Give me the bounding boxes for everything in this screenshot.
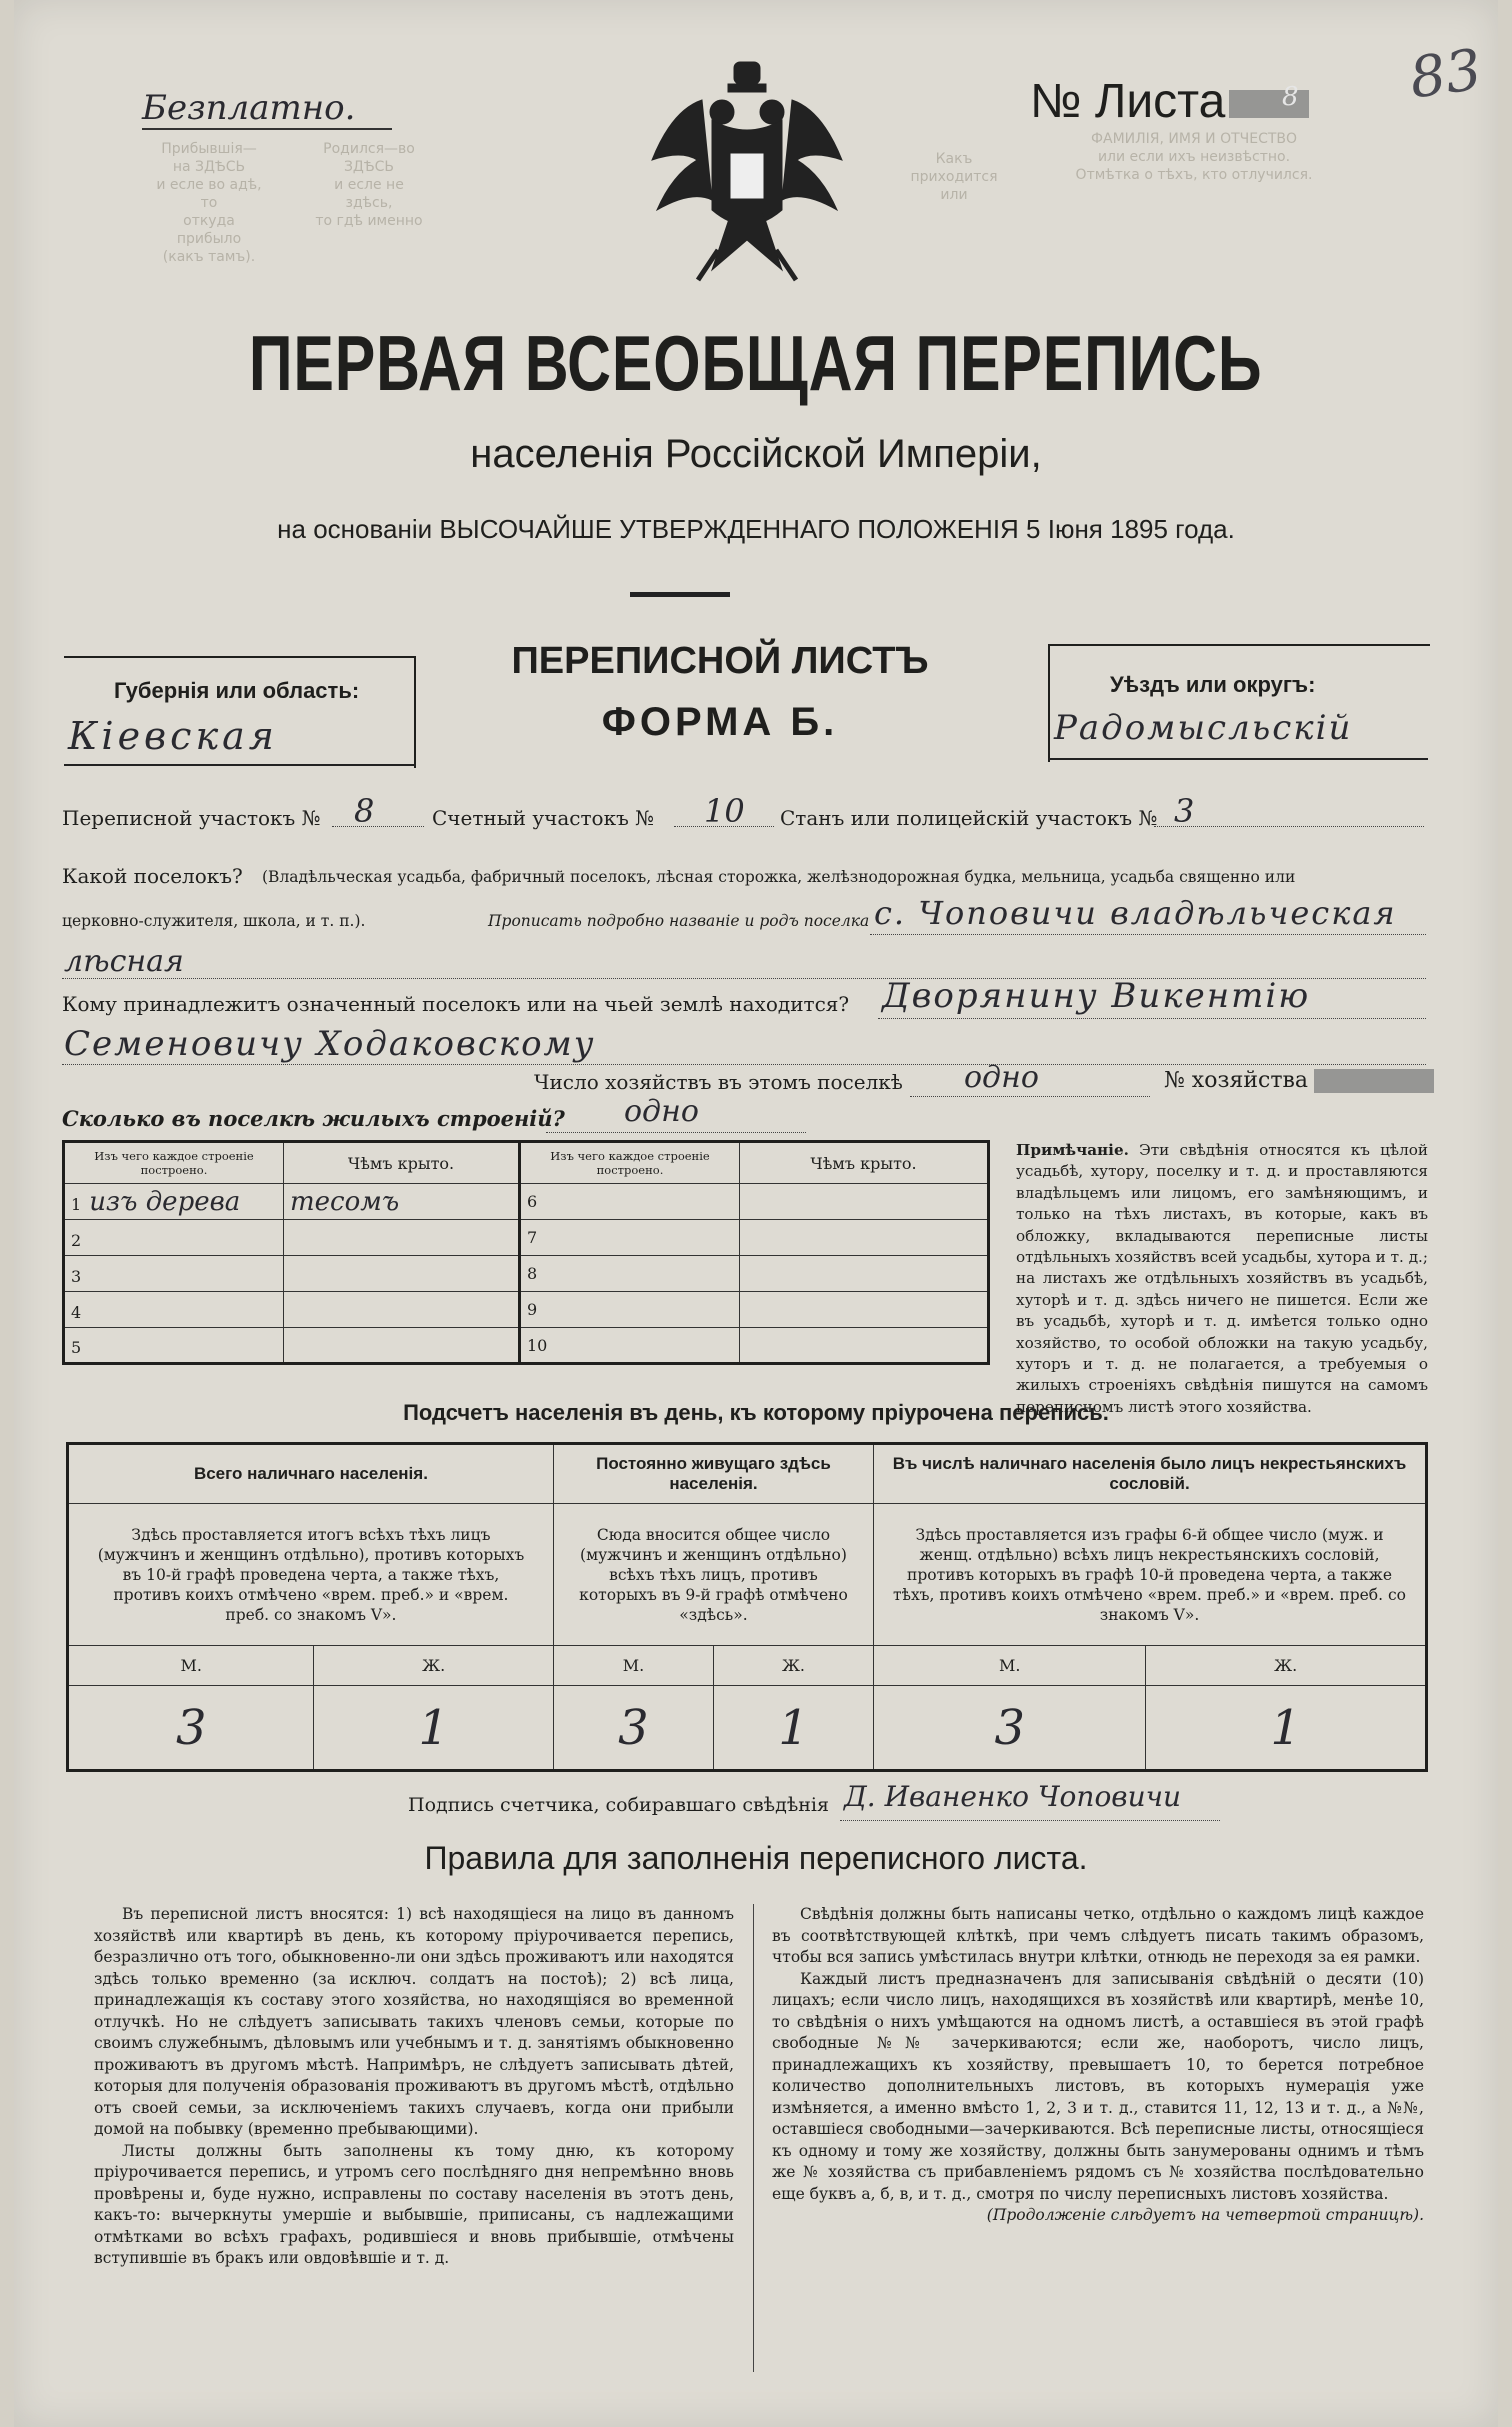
row-number-text: 4 (71, 1302, 82, 1322)
rules-left-paragraph-2: Листы должны быть заполнены къ тому дню, къ которому пріурочивается перепись, и утромъ сего послѣдняго дня непремѣнно вновь провѣрены и, буде нужно, исправлены по составу населенія въ этотъ день, какъ-то: вычеркнуты умершіе и выбывшіе, приписаны, съ надлежащими отмѣтками во всѣхъ графахъ, родившіеся и вновь прибывшіе, отмѣчены вступившіе въ бракъ или овдовѣвшіе и т. д. (94, 2141, 734, 2267)
tally-title-row (68, 1444, 1427, 1504)
settlement-line (870, 934, 1426, 935)
tally-col2-title: Постоянно живущаго здѣсь населенія. (553, 1444, 873, 1504)
buildings-table (62, 1140, 990, 1365)
settlement-value-2: лѣсная (64, 944, 184, 979)
form-name: ФОРМА Б. (601, 700, 839, 744)
rules-right-column (772, 1904, 1424, 2227)
row-number (64, 1292, 284, 1328)
subtitle: населенія Россійской Имперіи, (470, 432, 1042, 476)
row-number-text: 8 (527, 1264, 538, 1283)
uezd-box (1048, 644, 1430, 762)
remark (1016, 1140, 1428, 1418)
basis-line: на основаніи ВЫСОЧАЙШЕ УТВЕРЖДЕННАГО ПОЛОЖЕНІЯ 5 Іюня 1895 года. (277, 514, 1235, 544)
row-number (520, 1328, 740, 1364)
tally-nonpeasant-f: 1 (1146, 1686, 1427, 1771)
tally-f-label: Ж. (713, 1646, 873, 1686)
uezd-bottom-rule (1048, 758, 1428, 760)
households-line (910, 1096, 1150, 1097)
main-title-wrap (14, 318, 1498, 409)
bleed-through-text: Родился—во ЗДѢСЬ и есле не здѣсь, то гдѣ именно (315, 141, 423, 229)
main-title: ПЕРВАЯ ВСЕОБЩАЯ ПЕРЕПИСЬ (249, 319, 1263, 407)
roof-cell (284, 1220, 520, 1256)
uezd-value: Радомысльскій (1054, 708, 1353, 748)
count-section-value: 10 (704, 792, 745, 830)
settlement-value: с. Чоповичи владѣльческая (874, 894, 1397, 932)
buildings-question: Сколько въ поселкѣ жилыхъ строеній? (62, 1106, 565, 1131)
row-number-text: 5 (71, 1338, 82, 1357)
census-section-value: 8 (354, 792, 375, 830)
roof-cell (284, 1256, 520, 1292)
census-section-line (332, 826, 424, 827)
rules-right-paragraph-2: Каждый листъ предназначенъ для записыванія свѣдѣній о десяти (10) лицахъ; если число лицъ, находящихся въ хозяйствѣ или квартирѣ, менѣе 10, то свѣдѣнія о нихъ умѣщаются на одномъ листѣ, а оставшіеся въ этой графѣ свободные №№ зачеркиваются; если же, наоборотъ, число лицъ, принадлежащихъ къ хозяйству, превышаетъ 10, то берется потребное количество дополнительныхъ листовъ, въ которыхъ нумерація уже измѣняется, а именно вмѣсто 1, 2, 3 и т. д., ставится 11, 12, 13 и т. д., а №№, оставшіеся свободными—зачеркиваются. Всѣ переписные листы, относящіеся къ одному и тому же хозяйству, должны быть занумерованы однимъ и тѣмъ же № хозяйства съ прибавленіемъ рядомъ съ № хозяйства послѣдовательно еще буквъ а, б, в, и т. д., смотря по числу переписныхъ листовъ хозяйства. (772, 1969, 1424, 2203)
census-form-page (14, 0, 1498, 2427)
tally-permanent-f: 1 (713, 1686, 873, 1771)
stan-label: Станъ или полицейскій участокъ № (780, 806, 1158, 830)
tally-total-f: 1 (314, 1686, 553, 1771)
sheet-number-value: 8 (1282, 82, 1299, 112)
tally-desc-row (68, 1504, 1427, 1646)
corner-note: 83 (1405, 37, 1486, 112)
bleed-through-text: ФАМИЛІЯ, ИМЯ И ОТЧЕСТВО или если ихъ неизвѣстно. Отмѣтка о тѣхъ, кто отлучился. (1075, 131, 1313, 183)
tally-col1-desc: Здѣсь проставляется итогъ всѣхъ тѣхъ лицъ (мужчинъ и женщинъ отдѣльно), противъ которыхъ въ 10-й графѣ проведена черта, а также тѣхъ, противъ коихъ отмѣчено «врем. преб.» и «врем. преб. со знакомъ V». (68, 1504, 554, 1646)
row-number (520, 1220, 740, 1256)
row-number-text: 1 (71, 1194, 82, 1214)
tally-permanent-m: 3 (553, 1686, 713, 1771)
col-material-right: Изъ чего каждое строеніе построено. (520, 1142, 740, 1184)
tally-col3-desc: Здѣсь проставляется изъ графы 6-й общее число (муж. и женщ. отдѣльно) всѣхъ лицъ некрестьянскихъ сословій, противъ которыхъ въ графѣ 10-й проведена черта, а также тѣхъ, противъ коихъ отмѣчено «врем. преб.» и «врем. преб. со знакомъ V». (874, 1504, 1427, 1646)
tally-m-label: М. (553, 1646, 713, 1686)
gubernia-value: Кіевская (68, 714, 278, 758)
row-number-text: 6 (527, 1192, 538, 1211)
remark-label: Примѣчаніе. (1016, 1141, 1129, 1159)
free-label: Безплатно. (142, 88, 356, 128)
census-section-label: Переписной участокъ № (62, 806, 321, 830)
count-section-line (674, 826, 774, 827)
buildings-table-row (64, 1220, 989, 1256)
sheet-number-label (1030, 74, 1309, 129)
households-label: Число хозяйствъ въ этомъ поселкѣ (534, 1070, 903, 1094)
owner-value: Дворянину Викентію (882, 976, 1311, 1016)
buildings-table-row (64, 1256, 989, 1292)
roof-cell (740, 1256, 989, 1292)
roof-cell (284, 1328, 520, 1364)
row-number-text: 10 (527, 1335, 548, 1355)
tally-m-label: М. (68, 1646, 314, 1686)
bleed-through-text: Какъ приходится или (910, 151, 998, 203)
col-material-left: Изъ чего каждое строеніе построено. (64, 1142, 284, 1184)
row-number (520, 1184, 740, 1220)
row-number-text: 3 (71, 1266, 82, 1286)
col-roof-left: Чѣмъ крыто. (284, 1142, 520, 1184)
row-number (64, 1184, 284, 1220)
rules-right-paragraph-1: Свѣдѣнія должны быть написаны четко, отдѣльно о каждомъ лицѣ каждое въ соотвѣтствующей клѣткѣ, при чемъ слѣдуетъ писать такимъ образомъ, чтобы вся запись умѣстилась внутри клѣтки, отнюдь не переходя за ея рамки. (772, 1905, 1424, 1966)
row-number (64, 1220, 284, 1256)
row-number-text: 7 (527, 1228, 538, 1247)
roof-cell (740, 1220, 989, 1256)
count-section-label: Счетный участокъ № (432, 806, 655, 830)
form-title: ПЕРЕПИСНОЙ ЛИСТЪ (511, 640, 929, 682)
tally-values-row (68, 1686, 1427, 1771)
row-number-text: 9 (527, 1300, 538, 1319)
roof-cell (284, 1292, 520, 1328)
row-number (64, 1328, 284, 1364)
tally-sex-row (68, 1646, 1427, 1686)
rules-heading: Правила для заполненія переписного листа. (424, 1840, 1088, 1876)
free-underline (142, 128, 392, 130)
tally-f-label: Ж. (314, 1646, 553, 1686)
row-number (64, 1256, 284, 1292)
tally-nonpeasant-m: 3 (874, 1686, 1146, 1771)
roof-cell (740, 1292, 989, 1328)
tally-f-label: Ж. (1146, 1646, 1427, 1686)
tally-m-label: М. (874, 1646, 1146, 1686)
rules-divider (753, 1904, 754, 2372)
row-number-text: 2 (71, 1230, 82, 1250)
rules-left-paragraph-1: Въ переписной листъ вносятся: 1) всѣ находящіеся на лицо въ данномъ хозяйствѣ или квартирѣ въ день, къ которому пріурочивается перепись, безразлично отъ того, обыкновенно-ли они здѣсь проживаютъ или находятся здѣсь только временно (за исключ. солдатъ на постоѣ); 2) всѣ лица, принадлежащія къ составу этого хозяйства, но находящіяся во временной отлучкѣ. Но не слѣдуетъ записывать такихъ членовъ семьи, которые по своимъ служебнымъ, дѣловымъ или учебнымъ и т. д. занятіямъ обыкновенно проживаютъ въ другомъ мѣстѣ. Напримѣръ, не слѣдуетъ записывать дѣтей, которыя для полученія образованія проживаютъ въ другомъ мѣстѣ, отдѣльно отъ своей семьи, за исключеніемъ такихъ случаевъ, когда они прибыли домой на побывку (временно пребывающими). (94, 1905, 734, 2138)
tally-col2-desc: Сюда вносится общее число (мужчинъ и женщинъ отдѣльно) всѣхъ тѣхъ лицъ, противъ которыхъ въ 9-й графѣ отмѣчено «здѣсь». (553, 1504, 873, 1646)
gubernia-label: Губернія или область: (114, 678, 360, 703)
roof-cell: тесомъ (284, 1184, 520, 1220)
gubernia-bottom-rule (64, 764, 416, 766)
buildings-table-row (64, 1328, 989, 1364)
imperial-eagle-icon (632, 60, 862, 300)
material-value: изъ дерева (89, 1186, 241, 1217)
buildings-table-header (64, 1142, 989, 1184)
settlement-instruction: Прописать подробно названіе и родъ поселка (488, 912, 870, 930)
owner-line (878, 1018, 1426, 1019)
settlement-hint-2: церковно-служителя, школа, и т. п.). (62, 912, 366, 930)
gubernia-box (64, 656, 416, 768)
signature-label: Подпись счетчика, собиравшаго свѣдѣнія (408, 1794, 829, 1816)
rules-continued: (Продолженіе слѣдуетъ на четвертой страницѣ). (986, 2206, 1424, 2224)
stan-line (1154, 826, 1424, 827)
roof-cell (740, 1184, 989, 1220)
remark-text: Эти свѣдѣнія относятся къ цѣлой усадьбѣ, хутору, поселку и т. д. и проставляются владѣльцемъ или лицомъ, его замѣняющимъ, и только на тѣхъ листахъ, въ которые, какъ въ обложку, вкладываются переписные листы отдѣльныхъ хозяйствъ всей усадьбы, хутора и т. д.; на листахъ же отдѣльныхъ хозяйствъ въ усадьбѣ, хуторѣ и т. д. здѣсь ничего не пишется. Если же въ усадьбѣ, хуторѣ и т. д. имѣется только одно хозяйство, то особой обложки на такую усадьбу, хуторъ и т. д. не полагается, а требуемыя о жилыхъ строеніяхъ свѣдѣнія пишутся на самомъ переписномъ листѣ этого хозяйства. (1016, 1141, 1429, 1416)
col-roof-right: Чѣмъ крыто. (740, 1142, 989, 1184)
title-rule (630, 592, 730, 597)
settlement-hint: (Владѣльческая усадьба, фабричный поселокъ, лѣсная сторожка, желѣзнодорожная будка, мельница, усадьба священно или (262, 868, 1296, 886)
owner-line-2 (62, 1064, 1426, 1065)
tally-table (66, 1442, 1428, 1772)
stan-value: 3 (1174, 792, 1195, 830)
row-number (520, 1256, 740, 1292)
roof-cell (740, 1328, 989, 1364)
owner-question: Кому принадлежитъ означенный поселокъ или на чьей землѣ находится? (62, 992, 850, 1016)
uezd-label: Уѣздъ или округъ: (1110, 672, 1316, 697)
households-value: одно (964, 1060, 1039, 1095)
settlement-question: Какой поселокъ? (62, 864, 243, 888)
household-number-label (1164, 1068, 1434, 1093)
signature-value: Д. Иваненко Чоповичи (844, 1780, 1182, 1813)
buildings-table-row (64, 1292, 989, 1328)
tally-col1-title: Всего наличнаго населенія. (68, 1444, 554, 1504)
buildings-line (546, 1132, 806, 1133)
bleed-through-text: Прибывшія—на ЗДѢСЬ и есле во адѣ, то откуда прибыло (какъ тамъ). (156, 141, 262, 265)
tally-col3-title: Въ числѣ наличнаго населенія было лицъ некрестьянскихъ сословій. (874, 1444, 1427, 1504)
row-number (520, 1292, 740, 1328)
household-number-label-text: № хозяйства (1164, 1068, 1308, 1093)
signature-line (840, 1820, 1220, 1821)
tally-heading: Подсчетъ населенія въ день, къ которому пріурочена перепись. (403, 1400, 1109, 1425)
buildings-table-row (64, 1184, 989, 1220)
tally-total-m: 3 (68, 1686, 314, 1771)
rules-left-column (94, 1904, 734, 2270)
household-number-stamp (1314, 1069, 1434, 1093)
sheet-number-label-text: № Листа (1030, 75, 1226, 128)
owner-value-2: Семеновичу Ходаковскому (64, 1024, 596, 1064)
buildings-value: одно (624, 1094, 699, 1129)
